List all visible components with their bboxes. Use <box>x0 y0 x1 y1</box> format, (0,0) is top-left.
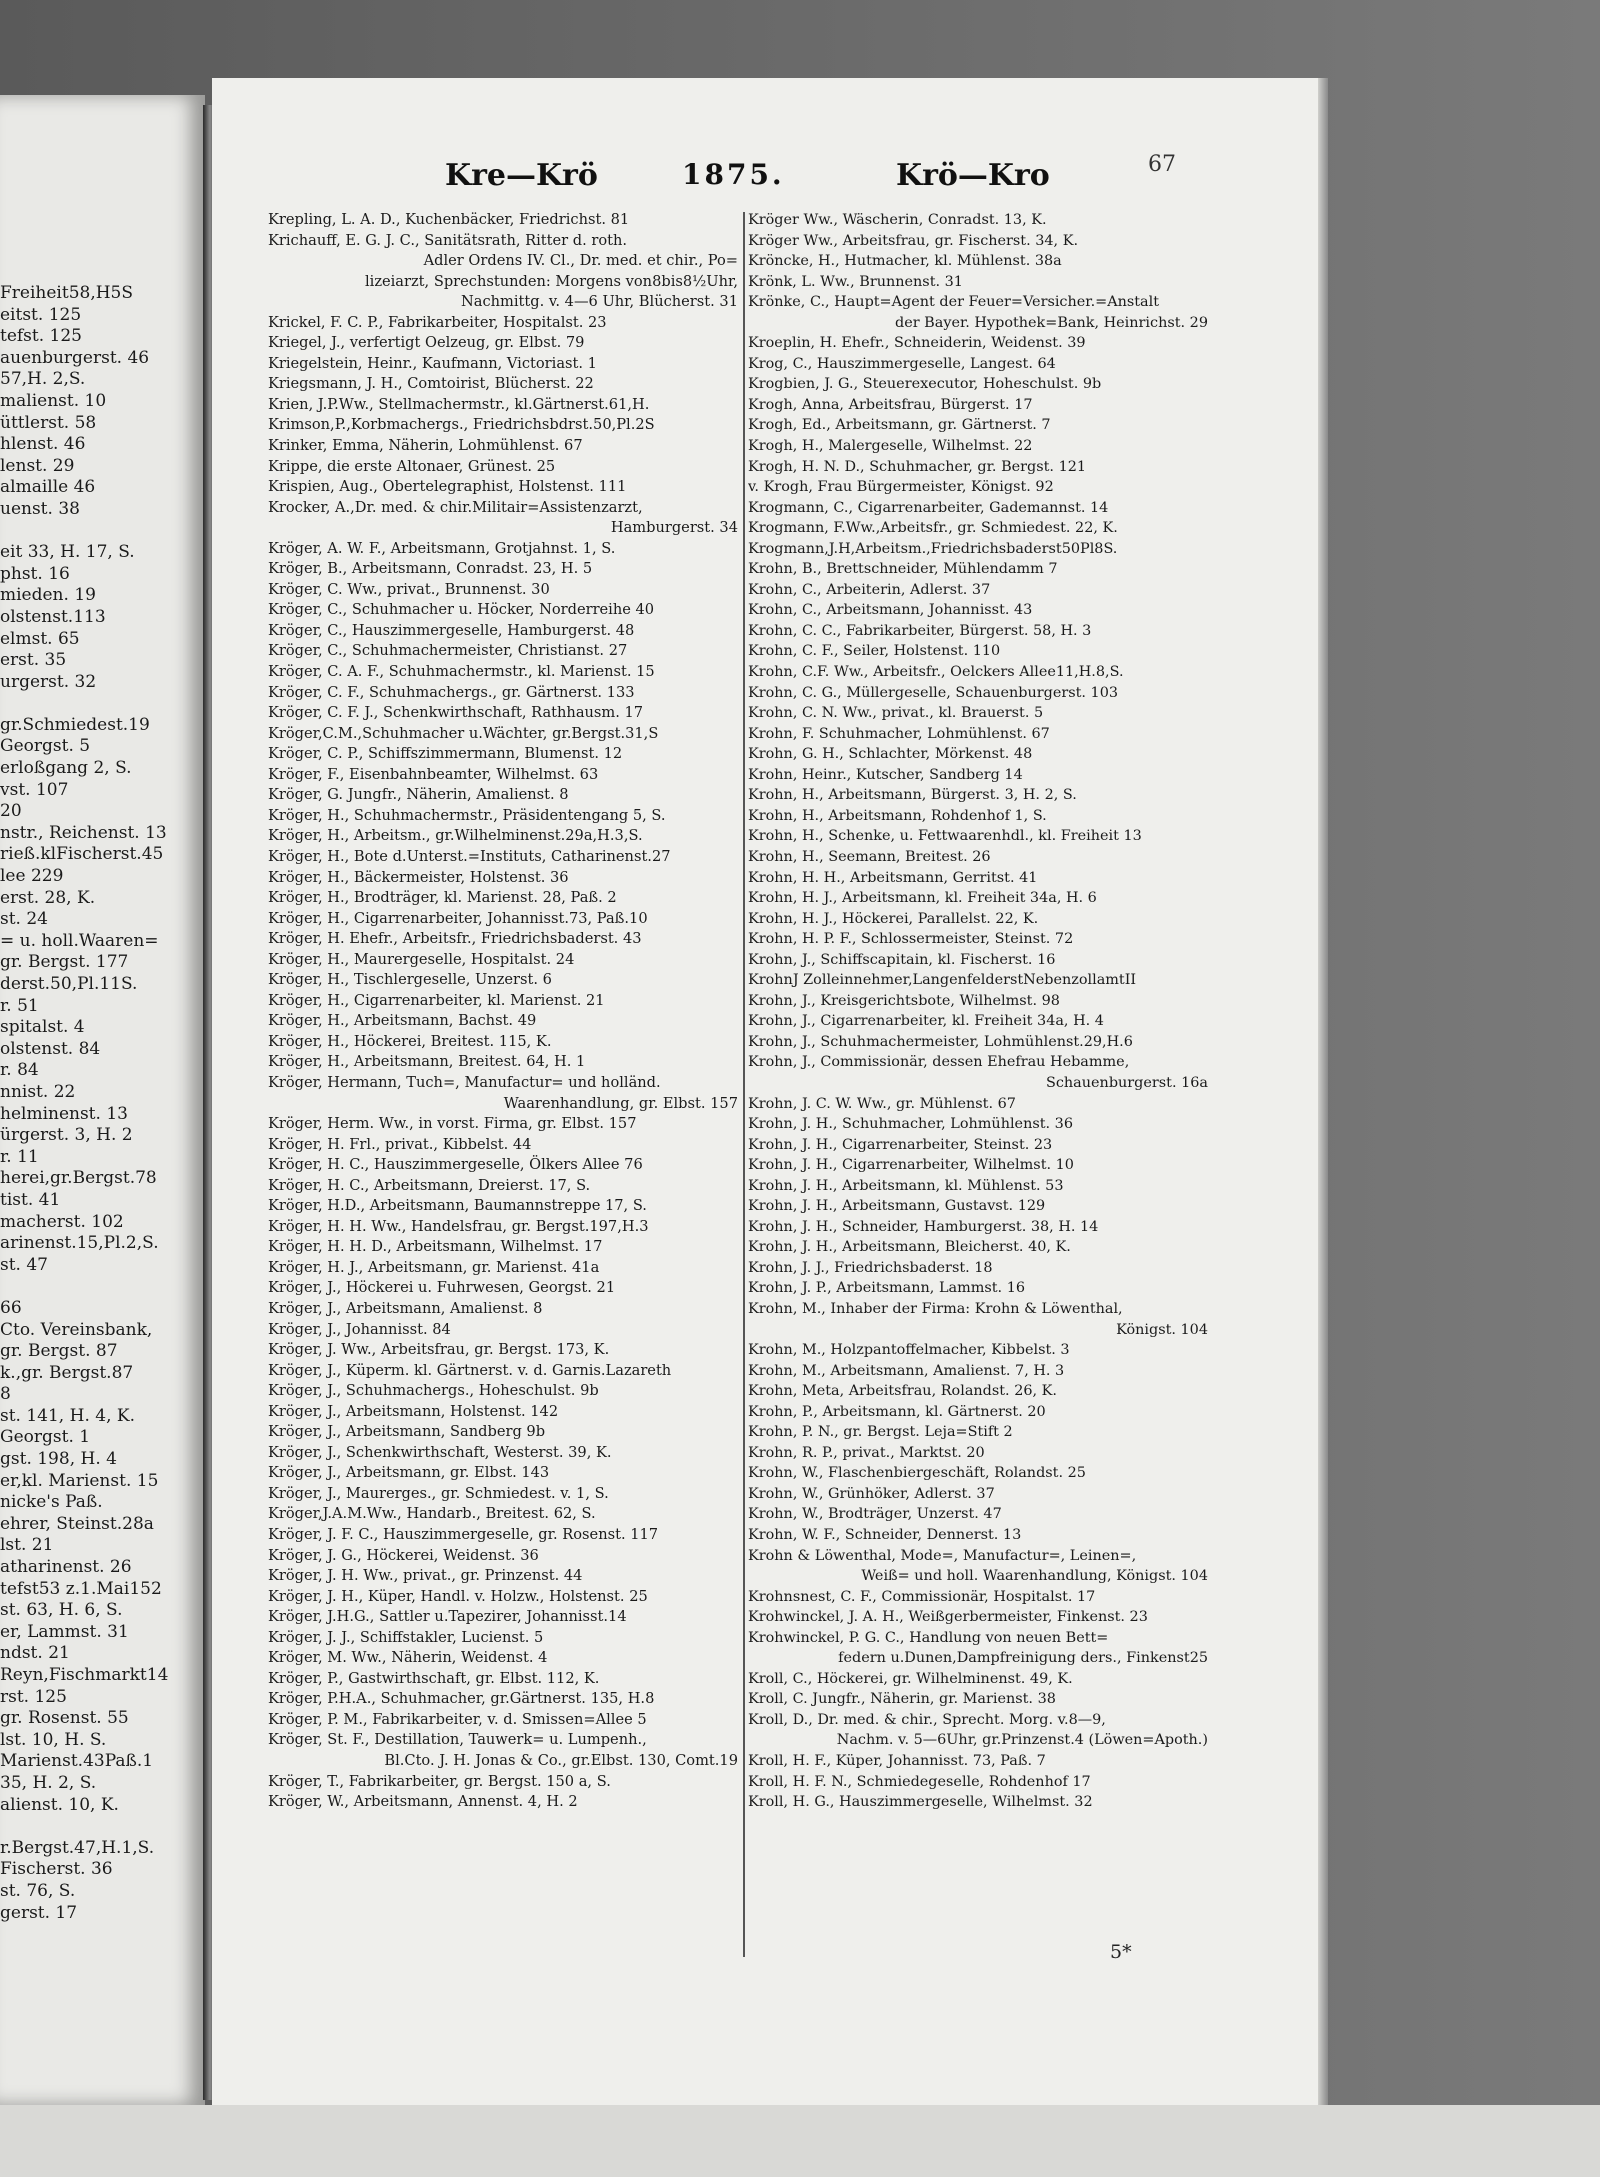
directory-entry: Kroll, C. Jungfr., Näherin, gr. Marienst. 38 <box>748 1691 1056 1708</box>
directory-entry: Kröger, Hermann, Tuch=, Manufactur= und holländ. <box>268 1073 661 1091</box>
left-page-line: olstenst.113 <box>0 606 106 627</box>
directory-entry: Hamburgerst. 34 <box>610 519 738 537</box>
directory-entry: Kröger, J., Arbeitsmann, Holstenst. 142 <box>268 1402 559 1420</box>
left-page-line: r. 84 <box>0 1060 39 1081</box>
directory-entry: Krohnsnest, C. F., Commissionär, Hospitalst. 17 <box>748 1588 1096 1605</box>
left-page-line: urgerst. 32 <box>0 671 97 692</box>
left-page-line: nstr., Reichenst. 13 <box>0 822 167 843</box>
directory-entry: Krönk, L. Ww., Brunnenst. 31 <box>748 273 963 290</box>
scanner-bed <box>0 2105 1600 2177</box>
left-page-line: atharinenst. 26 <box>0 1557 132 1578</box>
left-page-text <box>0 283 200 1924</box>
directory-entry: Kröger, H., Höckerei, Breitest. 115, K. <box>268 1032 552 1050</box>
left-page-line: 57,H. 2,S. <box>0 369 86 390</box>
left-page-line: gr. Bergst. 87 <box>0 1341 118 1362</box>
left-page-line: herei,gr.Bergst.78 <box>0 1168 157 1189</box>
directory-entry: Krohn, F. Schuhmacher, Lohmühlenst. 67 <box>748 725 1050 742</box>
page-edge <box>1318 78 1328 2113</box>
directory-entry: Kriegel, J., verfertigt Oelzeug, gr. Elbst. 79 <box>268 334 585 352</box>
left-page-line: rst. 125 <box>0 1686 67 1707</box>
directory-entry: Kröger, H., Bäckermeister, Holstenst. 36 <box>268 868 569 886</box>
directory-entry: KrohnJ Zolleinnehmer,LangenfelderstNebenzollamtII <box>748 972 1137 989</box>
left-page-line: auenburgerst. 46 <box>0 347 150 368</box>
directory-entry: Krohn, J. H., Arbeitsmann, kl. Mühlenst. 53 <box>748 1177 1064 1194</box>
left-page-line: er, Lammst. 31 <box>0 1621 129 1642</box>
left-page-line: 20 <box>0 801 22 822</box>
directory-entry: Krien, J.P.Ww., Stellmachermstr., kl.Gärtnerst.61,H. <box>268 395 650 413</box>
left-page-line: 66 <box>0 1297 22 1318</box>
directory-entry: Kröger, C., Hauszimmergeselle, Hamburgerst. 48 <box>268 621 635 639</box>
directory-entry: Kröger, P.H.A., Schuhmacher, gr.Gärtnerst. 135, H.8 <box>268 1690 655 1708</box>
column-divider <box>743 212 745 1957</box>
directory-entry: Kröger, H., Maurergeselle, Hospitalst. 24 <box>268 950 575 968</box>
left-page-line: phst. 16 <box>0 563 70 584</box>
directory-entry: Kröger, J., Arbeitsmann, gr. Elbst. 143 <box>268 1464 550 1482</box>
directory-entry: Krogmann, F.Ww.,Arbeitsfr., gr. Schmiedest. 22, K. <box>748 520 1118 537</box>
directory-entry: Kroll, H. G., Hauszimmergeselle, Wilhelmst. 32 <box>748 1794 1093 1811</box>
directory-entry: Kröger, H., Arbeitsmann, Breitest. 64, H. 1 <box>268 1053 586 1071</box>
left-page-line: st. 24 <box>0 909 48 930</box>
directory-entry: Adler Ordens IV. Cl., Dr. med. et chir., Po= <box>423 252 738 270</box>
left-page-line: Reyn,Fischmarkt14 <box>0 1665 169 1685</box>
left-page-line: gr. Bergst. 177 <box>0 952 129 973</box>
left-page-line: ürgerst. 3, H. 2 <box>0 1125 133 1146</box>
left-page-line: derst.50,Pl.11S. <box>0 974 138 994</box>
directory-entry: Kröger, H., Arbeitsm., gr.Wilhelminenst.29a,H.3,S. <box>268 827 643 845</box>
directory-entry: Krohn, Meta, Arbeitsfrau, Rolandst. 26, K. <box>748 1383 1057 1400</box>
directory-entry: Krohn, Heinr., Kutscher, Sandberg 14 <box>748 766 1023 783</box>
directory-entry: Krohn, M., Holzpantoffelmacher, Kibbelst. 3 <box>748 1342 1070 1359</box>
left-page-line: r.Bergst.47,H.1,S. <box>0 1837 155 1858</box>
page-number: 67 <box>1148 152 1176 177</box>
directory-entry: Krohn, H. J., Höckerei, Parallelst. 22, K. <box>748 910 1039 927</box>
left-page-line: = u. holl.Waaren= <box>0 930 159 951</box>
directory-entry: Krogmann,J.H,Arbeitsm.,Friedrichsbaderst50Pl8S. <box>748 540 1118 557</box>
left-page-line <box>0 521 200 543</box>
directory-entry: Kröger, G. Jungfr., Näherin, Amalienst. 8 <box>268 786 569 804</box>
directory-entry: Königst. 104 <box>1116 1321 1208 1338</box>
directory-entry: Krohn, H., Arbeitsmann, Bürgerst. 3, H. 2, S. <box>748 787 1077 804</box>
left-page-line: Georgst. 5 <box>0 736 91 757</box>
left-page-line: spitalst. 4 <box>0 1017 85 1038</box>
directory-entry: federn u.Dunen,Dampfreinigung ders., Finkenst25 <box>838 1650 1208 1667</box>
directory-entry: Kröger, J. H. Ww., privat., gr. Prinzenst. 44 <box>268 1567 583 1585</box>
directory-entry: Krohn, J., Kreisgerichtsbote, Wilhelmst. 98 <box>748 992 1060 1009</box>
directory-entry: Kröger, P., Gastwirthschaft, gr. Elbst. 112, K. <box>268 1669 600 1687</box>
directory-entry: Krohn, P. N., gr. Bergst. Leja=Stift 2 <box>748 1424 1013 1441</box>
directory-entry: Krohn, C.F. Ww., Arbeitsfr., Oelckers Allee11,H.8,S. <box>748 664 1124 681</box>
directory-entry: Krinker, Emma, Näherin, Lohmühlenst. 67 <box>268 437 583 455</box>
directory-column-right <box>748 210 1208 1813</box>
directory-entry: Kröger, C. A. F., Schuhmachermstr., kl. Marienst. 15 <box>268 663 655 681</box>
directory-entry: Krohn, W., Grünhöker, Adlerst. 37 <box>748 1485 995 1502</box>
left-page-line: Cto. Vereinsbank, <box>0 1319 153 1340</box>
directory-entry: Krippe, die erste Altonaer, Grünest. 25 <box>268 457 556 475</box>
directory-entry: Kröger, J. F. C., Hauszimmergeselle, gr. Rosenst. 117 <box>268 1526 659 1543</box>
directory-entry: Kröger, H. C., Hauszimmergeselle, Ölkers Allee 76 <box>268 1156 643 1174</box>
left-page-line: malienst. 10 <box>0 390 107 411</box>
directory-entry: Krispien, Aug., Obertelegraphist, Holstenst. 111 <box>268 478 627 496</box>
left-page-line: k.,gr. Bergst.87 <box>0 1362 134 1383</box>
left-page-line: Freiheit58,H5S <box>0 283 134 303</box>
directory-entry: Kröger, J. G., Höckerei, Weidenst. 36 <box>268 1546 539 1564</box>
directory-entry: Kröger, H. C., Arbeitsmann, Dreierst. 17, S. <box>268 1176 591 1194</box>
directory-entry: Nachm. v. 5—6Uhr, gr.Prinzenst.4 (Löwen=Apoth.) <box>836 1732 1208 1749</box>
directory-entry: Krohn, J. H., Schneider, Hamburgerst. 38, H. 14 <box>748 1218 1099 1235</box>
left-page-line: 35, H. 2, S. <box>0 1772 97 1793</box>
left-page-line: uenst. 38 <box>0 498 80 519</box>
directory-entry: Kroeplin, H. Ehefr., Schneiderin, Weidenst. 39 <box>748 335 1086 352</box>
left-page-line: tefst53 z.1.Mai152 <box>0 1578 162 1599</box>
directory-entry: Kröger, H. J., Arbeitsmann, gr. Marienst. 41a <box>268 1258 600 1276</box>
directory-entry: Krohn, C. C., Fabrikarbeiter, Bürgerst. 58, H. 3 <box>748 622 1092 639</box>
left-page-line: r. 11 <box>0 1146 39 1167</box>
directory-entry: Krohn, J., Cigarrenarbeiter, kl. Freiheit 34a, H. 4 <box>748 1013 1104 1030</box>
directory-entry: Kroll, D., Dr. med. & chir., Sprecht. Morg. v.8—9, <box>748 1711 1106 1728</box>
directory-entry: Kröger, C., Schuhmacher u. Höcker, Norderreihe 40 <box>268 601 655 619</box>
directory-entry: Krohn, C. G., Müllergeselle, Schauenburgerst. 103 <box>748 684 1119 701</box>
directory-entry: Kröger, C., Schuhmachermeister, Christianst. 27 <box>268 642 628 660</box>
directory-entry: Nachmittg. v. 4—6 Uhr, Blücherst. 31 <box>460 293 738 311</box>
directory-entry: Krohn, J., Schuhmachermeister, Lohmühlenst.29,H.6 <box>748 1033 1133 1050</box>
directory-entry: Krogh, Anna, Arbeitsfrau, Bürgerst. 17 <box>748 396 1033 413</box>
directory-entry: Krocker, A.,Dr. med. & chir.Militair=Assistenzarzt, <box>268 498 643 516</box>
directory-entry: der Bayer. Hypothek=Bank, Heinrichst. 29 <box>895 314 1208 331</box>
left-page-line: lenst. 29 <box>0 455 75 476</box>
header-left-range: Kre—Krö <box>445 158 598 193</box>
left-page-line: er,kl. Marienst. 15 <box>0 1470 159 1491</box>
directory-entry: Krog, C., Hauszimmergeselle, Langest. 64 <box>748 355 1056 372</box>
directory-entry: Krohn, J. P., Arbeitsmann, Lammst. 16 <box>748 1280 1026 1297</box>
left-page-line: ndst. 21 <box>0 1643 70 1664</box>
left-page-line: 8 <box>0 1384 11 1405</box>
directory-entry: Kröger, J., Arbeitsmann, Sandberg 9b <box>268 1423 546 1441</box>
left-page-line: Marienst.43Paß.1 <box>0 1751 154 1772</box>
directory-entry: Krohn, H., Seemann, Breitest. 26 <box>748 848 991 865</box>
directory-entry: Kröger, H. H. Ww., Handelsfrau, gr. Bergst.197,H.3 <box>268 1217 649 1235</box>
directory-entry: Krohn, B., Brettschneider, Mühlendamm 7 <box>748 561 1058 578</box>
directory-entry: Kröger, J., Johannisst. 84 <box>268 1320 451 1338</box>
directory-entry: Kröger,C.M.,Schuhmacher u.Wächter, gr.Bergst.31,S <box>268 724 659 742</box>
left-page-line: gr.Schmiedest.19 <box>0 714 150 735</box>
directory-entry: Kröger, T., Fabrikarbeiter, gr. Bergst. 150 a, S. <box>268 1772 611 1790</box>
left-page-line: gst. 198, H. 4 <box>0 1449 117 1470</box>
left-page-line <box>0 1276 200 1298</box>
left-page-line <box>0 1816 200 1838</box>
directory-entry: Kröger, H., Schuhmachermstr., Präsidentengang 5, S. <box>268 806 666 824</box>
left-page <box>0 95 205 2105</box>
directory-entry: Kröger, F., Eisenbahnbeamter, Wilhelmst. 63 <box>268 765 599 783</box>
left-page-line: tefst. 125 <box>0 326 82 347</box>
directory-entry: Krohn, W., Brodträger, Unzerst. 47 <box>748 1506 1002 1523</box>
directory-entry: Krickel, F. C. P., Fabrikarbeiter, Hospitalst. 23 <box>268 313 607 331</box>
left-page-line: Georgst. 1 <box>0 1427 91 1448</box>
directory-entry: Kröger, J. Ww., Arbeitsfrau, gr. Bergst. 173, K. <box>268 1341 610 1359</box>
directory-entry: Kröger, J. J., Schiffstakler, Lucienst. 5 <box>268 1628 544 1646</box>
left-page-line: hlenst. 46 <box>0 434 86 455</box>
directory-entry: Krohwinckel, P. G. C., Handlung von neuen Bett= <box>748 1629 1109 1646</box>
directory-entry: Weiß= und holl. Waarenhandlung, Königst. 104 <box>861 1568 1208 1585</box>
left-page-line: gerst. 17 <box>0 1902 78 1923</box>
directory-entry: Krogh, Ed., Arbeitsmann, gr. Gärtnerst. 7 <box>748 417 1051 434</box>
directory-entry: Krohn, C., Arbeitsmann, Johannisst. 43 <box>748 602 1033 619</box>
left-page-line: tist. 41 <box>0 1189 61 1210</box>
left-page-line: alienst. 10, K. <box>0 1794 119 1815</box>
directory-entry: Krohn, W., Flaschenbiergeschäft, Rolandst. 25 <box>748 1465 1086 1482</box>
directory-entry: Kröger, C. F., Schuhmachergs., gr. Gärtnerst. 133 <box>268 683 635 701</box>
directory-entry: Kröger, H., Cigarrenarbeiter, Johannisst.73, Paß.10 <box>268 909 648 927</box>
directory-entry: Krepling, L. A. D., Kuchenbäcker, Friedrichst. 81 <box>268 211 630 228</box>
left-page-line: erloßgang 2, S. <box>0 758 132 779</box>
directory-entry: Kroll, C., Höckerei, gr. Wilhelminenst. 49, K. <box>748 1670 1073 1687</box>
left-page-line: vst. 107 <box>0 779 69 800</box>
directory-entry: Krogbien, J. G., Steuerexecutor, Hoheschulst. 9b <box>748 376 1102 393</box>
directory-entry: Krichauff, E. G. J. C., Sanitätsrath, Ritter d. roth. <box>268 231 628 249</box>
left-page-line: st. 76, S. <box>0 1880 76 1901</box>
left-page-line: Fischerst. 36 <box>0 1859 113 1880</box>
directory-entry: Krohn, C., Arbeiterin, Adlerst. 37 <box>748 581 991 598</box>
directory-entry: Kröger, J., Maurerges., gr. Schmiedest. v. 1, S. <box>268 1484 609 1502</box>
directory-entry: lizeiarzt, Sprechstunden: Morgens von8bis8½Uhr, <box>364 272 738 290</box>
directory-entry: Kröger, H. Frl., privat., Kibbelst. 44 <box>268 1135 532 1153</box>
directory-entry: Krohn, R. P., privat., Marktst. 20 <box>748 1444 985 1461</box>
directory-entry: v. Krogh, Frau Bürgermeister, Königst. 92 <box>748 479 1054 496</box>
directory-entry: Krönke, C., Haupt=Agent der Feuer=Versicher.=Anstalt <box>748 294 1160 311</box>
left-page-line: st. 141, H. 4, K. <box>0 1405 135 1426</box>
directory-entry: Krohn, J. H., Schuhmacher, Lohmühlenst. 36 <box>748 1116 1073 1133</box>
directory-entry: Kroll, H. F., Küper, Johannisst. 73, Paß. 7 <box>748 1753 1046 1770</box>
left-page-line <box>0 693 200 715</box>
directory-entry: Kröger, J., Arbeitsmann, Amalienst. 8 <box>268 1299 543 1317</box>
directory-entry: Kröger, H., Cigarrenarbeiter, kl. Marienst. 21 <box>268 991 605 1009</box>
directory-entry: Krogh, H. N. D., Schuhmacher, gr. Bergst. 121 <box>748 458 1087 475</box>
directory-entry: Krohn, H. P. F., Schlossermeister, Steinst. 72 <box>748 931 1074 948</box>
directory-entry: Kröger, B., Arbeitsmann, Conradst. 23, H. 5 <box>268 560 593 578</box>
directory-entry: Krohn, J. C. W. Ww., gr. Mühlenst. 67 <box>748 1095 1016 1112</box>
directory-entry: Kröger, H., Brodträger, kl. Marienst. 28, Paß. 2 <box>268 889 617 907</box>
directory-entry: Krohn, J., Schiffscapitain, kl. Fischerst. 16 <box>748 951 1056 968</box>
left-page-line: st. 47 <box>0 1254 48 1275</box>
directory-entry: Kröger, H., Bote d.Unterst.=Instituts, Catharinenst.27 <box>268 847 671 865</box>
left-page-line: st. 63, H. 6, S. <box>0 1600 123 1621</box>
left-page-line: rieß.klFischerst.45 <box>0 844 164 865</box>
left-page-line: eit 33, H. 17, S. <box>0 542 135 563</box>
left-page-line: arinenst.15,Pl.2,S. <box>0 1233 159 1254</box>
directory-entry: Schauenburgerst. 16a <box>1046 1074 1208 1091</box>
left-page-line: r. 51 <box>0 995 39 1016</box>
directory-entry: Kröger, H. H. D., Arbeitsmann, Wilhelmst. 17 <box>268 1238 603 1256</box>
directory-entry: Krohn, P., Arbeitsmann, kl. Gärtnerst. 20 <box>748 1403 1046 1420</box>
directory-entry: Kröger, H. Ehefr., Arbeitsfr., Friedrichsbaderst. 43 <box>268 930 642 948</box>
directory-entry: Krimson,P.,Korbmachergs., Friedrichsbdrst.50,Pl.2S <box>268 416 655 434</box>
left-page-line: gr. Rosenst. 55 <box>0 1708 129 1729</box>
directory-entry: Kröger, J.H.G., Sattler u.Tapezirer, Johannisst.14 <box>268 1608 627 1626</box>
directory-entry: Kriegsmann, J. H., Comtoirist, Blücherst. 22 <box>268 375 594 393</box>
directory-entry: Kröger, J., Schuhmachergs., Hoheschulst. 9b <box>268 1382 599 1400</box>
left-page-line: elmst. 65 <box>0 628 80 649</box>
left-page-line: lst. 21 <box>0 1535 54 1556</box>
header-right-range: Krö—Kro <box>896 158 1050 193</box>
header-year: 1875. <box>682 158 785 191</box>
directory-entry: Kröger, C. F. J., Schenkwirthschaft, Rathhausm. 17 <box>268 704 644 722</box>
directory-entry: Kröger, St. F., Destillation, Tauwerk= u. Lumpenh., <box>268 1731 647 1749</box>
directory-entry: Krohn, J. H., Arbeitsmann, Bleicherst. 40, K. <box>748 1239 1071 1256</box>
left-page-line: erst. 35 <box>0 650 67 671</box>
directory-entry: Krohn, H. J., Arbeitsmann, kl. Freiheit 34a, H. 6 <box>748 890 1097 907</box>
directory-entry: Kröger, J., Schenkwirthschaft, Westerst. 39, K. <box>268 1443 612 1461</box>
directory-entry: Krohn, H., Arbeitsmann, Rohdenhof 1, S. <box>748 807 1047 824</box>
directory-entry: Kröger, H.D., Arbeitsmann, Baumannstreppe 17, S. <box>268 1197 647 1215</box>
directory-entry: Krohn, H. H., Arbeitsmann, Gerritst. 41 <box>748 869 1038 886</box>
left-page-line: lee 229 <box>0 866 64 887</box>
directory-column-left <box>268 210 738 1813</box>
directory-entry: Krohn, M., Arbeitsmann, Amalienst. 7, H. 3 <box>748 1362 1065 1379</box>
directory-entry: Kröger Ww., Arbeitsfrau, gr. Fischerst. 34, K. <box>748 232 1079 249</box>
directory-entry: Kriegelstein, Heinr., Kaufmann, Victoriast. 1 <box>268 354 597 372</box>
left-page-line: eitst. 125 <box>0 304 82 325</box>
directory-entry: Krohn & Löwenthal, Mode=, Manufactur=, Leinen=, <box>748 1547 1137 1564</box>
left-page-line: lst. 10, H. S. <box>0 1729 107 1750</box>
directory-entry: Kröger,J.A.M.Ww., Handarb., Breitest. 62, S. <box>268 1505 596 1523</box>
directory-entry: Kröger, J. H., Küper, Handl. v. Holzw., Holstenst. 25 <box>268 1587 648 1605</box>
directory-entry: Krohwinckel, J. A. H., Weißgerbermeister, Finkenst. 23 <box>748 1609 1148 1626</box>
left-page-line: erst. 28, K. <box>0 887 96 908</box>
directory-entry: Kröger, M. Ww., Näherin, Weidenst. 4 <box>268 1649 548 1667</box>
left-page-line: ehrer, Steinst.28a <box>0 1513 154 1534</box>
directory-entry: Kröger, H., Tischlergeselle, Unzerst. 6 <box>268 971 552 989</box>
directory-entry: Krogmann, C., Cigarrenarbeiter, Gademannst. 14 <box>748 499 1109 516</box>
directory-entry: Krohn, C. F., Seiler, Holstenst. 110 <box>748 643 1001 660</box>
directory-entry: Kröger, H., Arbeitsmann, Bachst. 49 <box>268 1012 537 1030</box>
directory-entry: Kröger, J., Höckerei u. Fuhrwesen, Georgst. 21 <box>268 1279 616 1297</box>
left-page-line: nicke's Paß. <box>0 1492 103 1513</box>
directory-entry: Krohn, J. J., Friedrichsbaderst. 18 <box>748 1259 993 1276</box>
directory-entry: Krohn, J. H., Cigarrenarbeiter, Wilhelmst. 10 <box>748 1157 1074 1174</box>
left-page-line: helminenst. 13 <box>0 1103 128 1124</box>
directory-entry: Krohn, C. N. Ww., privat., kl. Brauerst. 5 <box>748 705 1044 722</box>
directory-entry: Krohn, G. H., Schlachter, Mörkenst. 48 <box>748 746 1033 763</box>
directory-entry: Kröger, C. Ww., privat., Brunnenst. 30 <box>268 580 550 598</box>
directory-entry: Kröger Ww., Wäscherin, Conradst. 13, K. <box>748 212 1047 228</box>
directory-entry: Krohn, W. F., Schneider, Dennerst. 13 <box>748 1527 1022 1543</box>
directory-entry: Waarenhandlung, gr. Elbst. 157 <box>503 1094 738 1112</box>
left-page-line: üttlerst. 58 <box>0 412 97 433</box>
directory-entry: Kröncke, H., Hutmacher, kl. Mühlenst. 38a <box>748 253 1062 270</box>
directory-entry: Krohn, J. H., Arbeitsmann, Gustavst. 129 <box>748 1198 1046 1215</box>
left-page-line: almaille 46 <box>0 477 96 498</box>
directory-entry: Kröger, P. M., Fabrikarbeiter, v. d. Smissen=Allee 5 <box>268 1710 647 1728</box>
directory-entry: Kröger, A. W. F., Arbeitsmann, Grotjahnst. 1, S. <box>268 539 616 557</box>
left-page-line: macherst. 102 <box>0 1211 124 1232</box>
left-page-line: olstenst. 84 <box>0 1038 101 1059</box>
directory-entry: Kröger, C. P., Schiffszimmermann, Blumenst. 12 <box>268 745 623 763</box>
directory-entry: Kröger, Herm. Ww., in vorst. Firma, gr. Elbst. 157 <box>268 1115 637 1133</box>
directory-entry: Krohn, J. H., Cigarrenarbeiter, Steinst. 23 <box>748 1136 1053 1153</box>
left-page-line: mieden. 19 <box>0 585 96 606</box>
signature-mark: 5* <box>1110 1941 1132 1963</box>
left-page-line: nnist. 22 <box>0 1081 76 1102</box>
directory-entry: Kroll, H. F. N., Schmiedegeselle, Rohdenhof 17 <box>748 1773 1091 1790</box>
directory-entry: Krogh, H., Malergeselle, Wilhelmst. 22 <box>748 438 1033 455</box>
directory-entry: Kröger, W., Arbeitsmann, Annenst. 4, H. 2 <box>268 1793 578 1811</box>
directory-entry: Krohn, M., Inhaber der Firma: Krohn & Löwenthal, <box>748 1300 1123 1317</box>
directory-entry: Bl.Cto. J. H. Jonas & Co., gr.Elbst. 130, Comt.19 <box>384 1752 738 1770</box>
directory-entry: Kröger, J., Küperm. kl. Gärtnerst. v. d. Garnis.Lazareth <box>268 1361 672 1379</box>
directory-entry: Krohn, H., Schenke, u. Fettwaarenhdl., kl. Freiheit 13 <box>748 828 1142 845</box>
directory-entry: Krohn, J., Commissionär, dessen Ehefrau Hebamme, <box>748 1054 1130 1071</box>
